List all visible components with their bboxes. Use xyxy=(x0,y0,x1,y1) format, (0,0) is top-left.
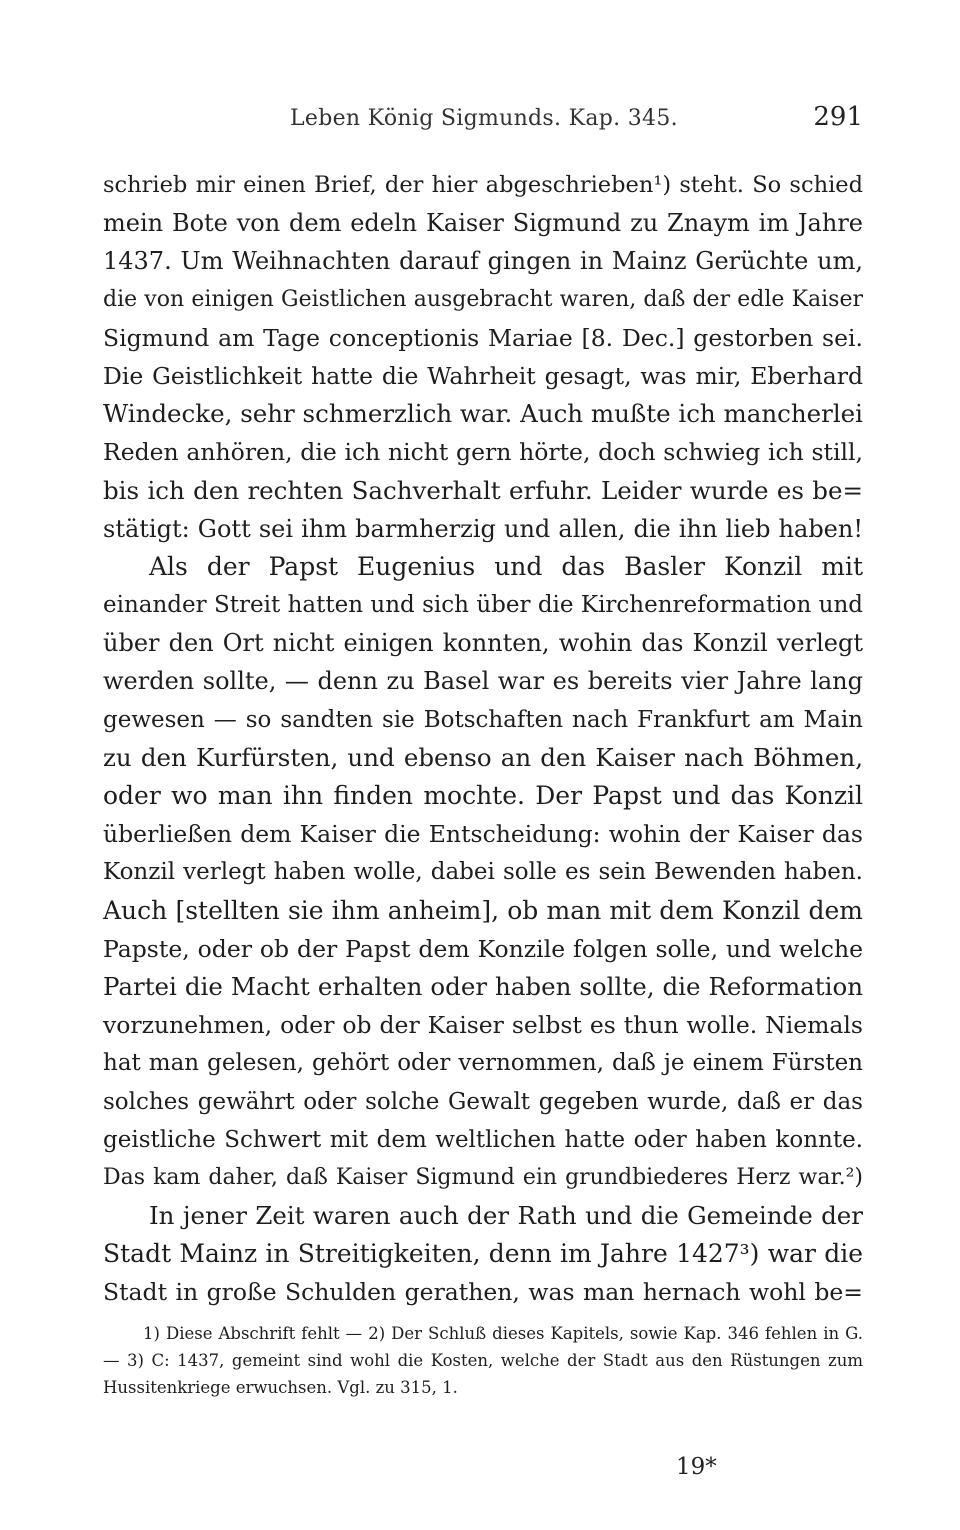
text-line: Windecke, sehr schmerzlich war. Auch mußte ich mancherlei xyxy=(103,399,863,429)
text-line: vorzunehmen, oder ob der Kaiser selbst es thun wolle. Niemals xyxy=(103,1011,863,1040)
text-line: die von einigen Geistlichen ausgebracht waren, daß der edle Kaiser xyxy=(103,286,863,312)
text-line: bis ich den rechten Sachverhalt erfuhr. Leider wurde es be= xyxy=(103,475,863,505)
running-head: Leben König Sigmunds. Kap. 345. xyxy=(290,106,678,131)
text-line: gewesen — so sandten sie Botschaften nach Frankfurt am Main xyxy=(103,706,863,733)
text-line: geistliche Schwert mit dem weltlichen hatte oder haben konnte. xyxy=(103,1126,863,1153)
body-text xyxy=(103,166,863,1312)
text-line: über den Ort nicht einigen konnten, wohin das Konzil verlegt xyxy=(103,629,863,658)
footnote-line: — 3) C: 1437, gemeint sind wohl die Kosten, welche der Stadt aus den Rüstungen zum xyxy=(103,1351,863,1370)
text-line: zu den Kurfürsten, und ebenso an den Kaiser nach Böhmen, xyxy=(103,742,863,772)
paragraph-start-line: In jener Zeit waren auch der Rath und die Gemeinde der xyxy=(149,1201,863,1231)
printer-signature: 19* xyxy=(676,1454,717,1480)
text-line: stätigt: Gott sei ihm barmherzig und allen, die ihn lieb haben! xyxy=(103,514,863,543)
page-header xyxy=(103,98,863,138)
text-line: Die Geistlichkeit hatte die Wahrheit gesagt, was mir, Eberhard xyxy=(103,361,863,390)
text-line: mein Bote von dem edeln Kaiser Sigmund zu Znaym im Jahre xyxy=(103,209,863,238)
text-line: Sigmund am Tage conceptionis Mariae [8. Dec.] gestorben sei. xyxy=(103,323,863,352)
text-line: Auch [stellten sie ihm anheim], ob man mit dem Konzil dem xyxy=(103,895,863,925)
text-line: hat man gelesen, gehört oder vernommen, daß je einem Fürsten xyxy=(103,1050,863,1077)
footnote-line: Hussitenkriege erwuchsen. Vgl. zu 315, 1. xyxy=(103,1378,458,1397)
text-line: 1437. Um Weihnachten darauf gingen in Mainz Gerüchte um, xyxy=(103,247,863,276)
paragraph-start-line: Als der Papst Eugenius und das Basler Konzil mit xyxy=(149,551,863,581)
page-number: 291 xyxy=(813,102,863,132)
text-line: oder wo man ihn finden mochte. Der Papst und das Konzil xyxy=(103,781,863,810)
text-line: Papste, oder ob der Papst dem Konzile folgen solle, und welche xyxy=(103,934,863,963)
text-line: einander Streit hatten und sich über die Kirchenreformation und xyxy=(103,592,863,619)
text-line: Partei die Macht erhalten oder haben sollte, die Reformation xyxy=(103,971,863,1001)
text-line: schrieb mir einen Brief, der hier abgeschrieben¹) steht. So schied xyxy=(103,172,863,198)
footnote-line: 1) Diese Abschrift fehlt — 2) Der Schluß dieses Kapitels, sowie Kap. 346 fehlen in G. xyxy=(143,1324,863,1343)
footnotes xyxy=(103,1320,863,1401)
text-line: Stadt Mainz in Streitigkeiten, denn im Jahre 1427³) war die xyxy=(103,1239,863,1269)
text-line: werden sollte, — denn zu Basel war es bereits vier Jahre lang xyxy=(103,667,863,696)
text-line: Stadt in große Schulden gerathen, was man hernach wohl be= xyxy=(103,1278,863,1307)
text-line: Das kam daher, daß Kaiser Sigmund ein grundbiederes Herz war.²) xyxy=(103,1164,863,1190)
text-line: überließen dem Kaiser die Entscheidung: wohin der Kaiser das xyxy=(103,820,863,849)
text-line: Konzil verlegt haben wolle, dabei solle es sein Bewenden haben. xyxy=(103,859,863,886)
text-line: Reden anhören, die ich nicht gern hörte, doch schwieg ich still, xyxy=(103,438,863,467)
text-line: solches gewährt oder solche Gewalt gegeben wurde, daß er das xyxy=(103,1088,863,1115)
